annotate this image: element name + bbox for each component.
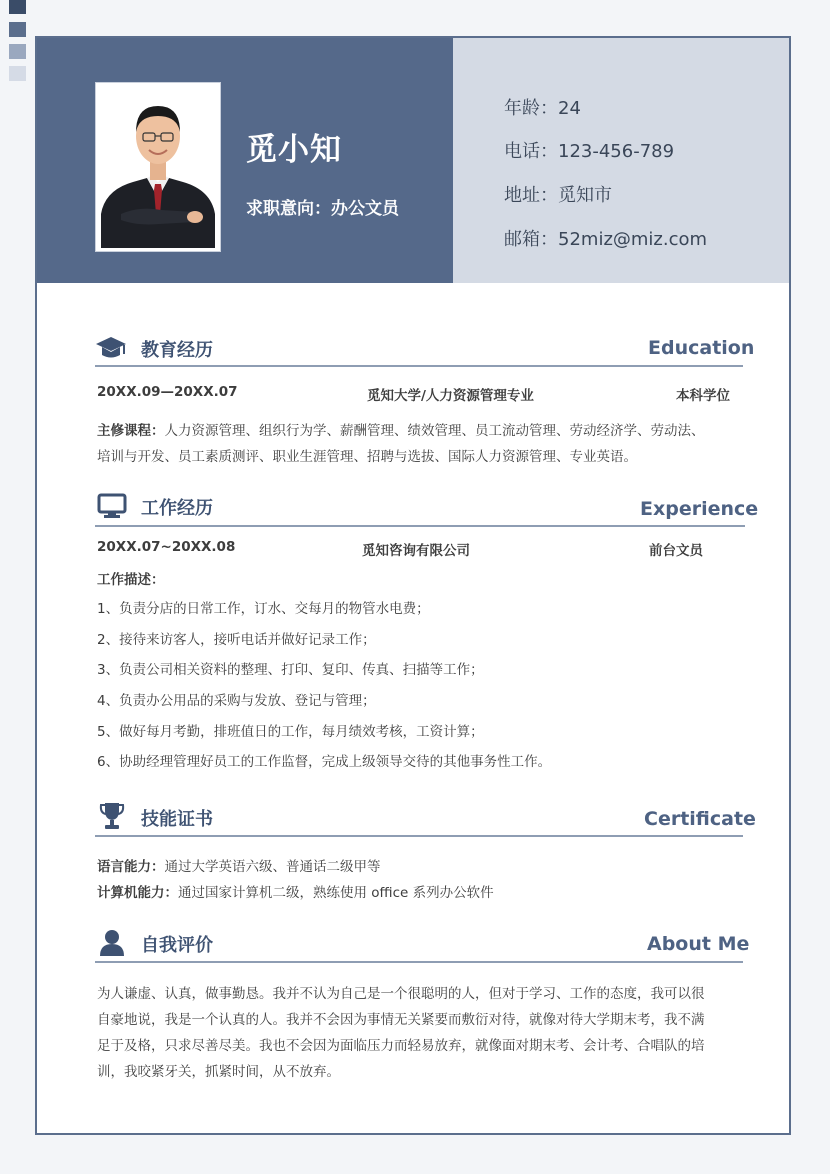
skill-language-label: 语言能力： — [97, 859, 165, 875]
graduation-cap-icon — [95, 335, 127, 361]
work-item: 2、接待来访客人，接听电话并做好记录工作； — [97, 632, 376, 648]
skill-computer-text: 通过国家计算机二级，熟练使用 office 系列办公软件 — [178, 885, 494, 901]
skill-computer — [97, 881, 494, 901]
skill-language-text: 通过大学英语六级、普通话二级甲等 — [164, 859, 381, 875]
skill-language — [97, 855, 381, 875]
info-email: 邮箱：52miz@miz.com — [504, 229, 708, 250]
about-title: 自我评价 — [141, 935, 213, 956]
info-address: 地址：觅知市 — [504, 185, 612, 206]
person-icon — [99, 929, 125, 957]
corner-decoration — [9, 0, 26, 14]
info-age: 年龄：24 — [504, 98, 581, 119]
work-item: 6、协助经理管理好员工的工作监督，完成上级领导交待的其他事务性工作。 — [97, 754, 552, 770]
trophy-icon — [99, 801, 125, 831]
work-item: 4、负责办公用品的采购与发放、登记与管理； — [97, 693, 376, 709]
corner-decoration — [9, 66, 26, 81]
education-title: 教育经历 — [141, 340, 213, 361]
corner-decoration — [9, 44, 26, 59]
job-intention: 求职意向：办公文员 — [246, 199, 399, 219]
work-title: 工作经历 — [141, 498, 213, 519]
work-item: 1、负责分店的日常工作，订水、交每月的物管水电费； — [97, 601, 430, 617]
skill-computer-label: 计算机能力： — [97, 885, 178, 901]
skills-title: 技能证书 — [141, 809, 213, 830]
courses-line-2: 培训与开发、员工素质测评、职业生涯管理、招聘与选拔、国际人力资源管理、专业英语。 — [97, 449, 637, 465]
about-line: 训，我咬紧牙关，抓紧时间，从不放弃。 — [97, 1064, 340, 1080]
about-text — [97, 981, 705, 1085]
skills-en-title: Certificate — [644, 808, 756, 830]
courses-line-1: 人力资源管理、组织行为学、薪酬管理、绩效管理、员工流动管理、劳动经济学、劳动法、 — [164, 423, 705, 439]
work-item: 5、做好每月考勤，排班值日的工作，每月绩效考核，工资计算； — [97, 724, 484, 740]
work-desc-label: 工作描述： — [97, 572, 165, 588]
about-line: 足于及格，只求尽善尽美。我也不会因为面临压力而轻易放弃，就像面对期末考、会计考、合唱队的培 — [97, 1038, 705, 1054]
section-divider — [95, 961, 743, 963]
corner-decoration — [9, 22, 26, 37]
section-divider — [95, 525, 745, 527]
education-courses — [97, 419, 705, 439]
section-divider — [95, 365, 743, 367]
education-degree: 本科学位 — [676, 388, 730, 404]
education-period: 20XX.09—20XX.07 — [97, 384, 238, 400]
resume-frame — [35, 36, 791, 1135]
work-period: 20XX.07~20XX.08 — [97, 539, 236, 555]
about-line: 自豪地说，我是一个认真的人。我并不会因为事情无关紧要而敷衍对待，就像对待大学期末考，我不满 — [97, 1012, 705, 1028]
section-divider — [95, 835, 743, 837]
education-en-title: Education — [648, 337, 755, 359]
about-en-title: About Me — [647, 933, 750, 955]
courses-label: 主修课程： — [97, 423, 165, 439]
monitor-icon — [97, 493, 127, 519]
work-company: 觅知咨询有限公司 — [362, 543, 470, 559]
candidate-name: 觅小知 — [246, 132, 342, 168]
work-en-title: Experience — [640, 498, 759, 520]
education-school: 觅知大学/人力资源管理专业 — [367, 388, 534, 404]
work-item: 3、负责公司相关资料的整理、打印、复印、传真、扫描等工作； — [97, 662, 484, 678]
work-position: 前台文员 — [649, 543, 703, 559]
about-line: 为人谦虚、认真，做事勤恳。我并不认为自己是一个很聪明的人，但对于学习、工作的态度，我可以很 — [97, 986, 705, 1002]
person-photo-icon — [99, 86, 217, 248]
profile-photo — [96, 83, 220, 251]
info-phone: 电话：123-456-789 — [504, 141, 675, 162]
